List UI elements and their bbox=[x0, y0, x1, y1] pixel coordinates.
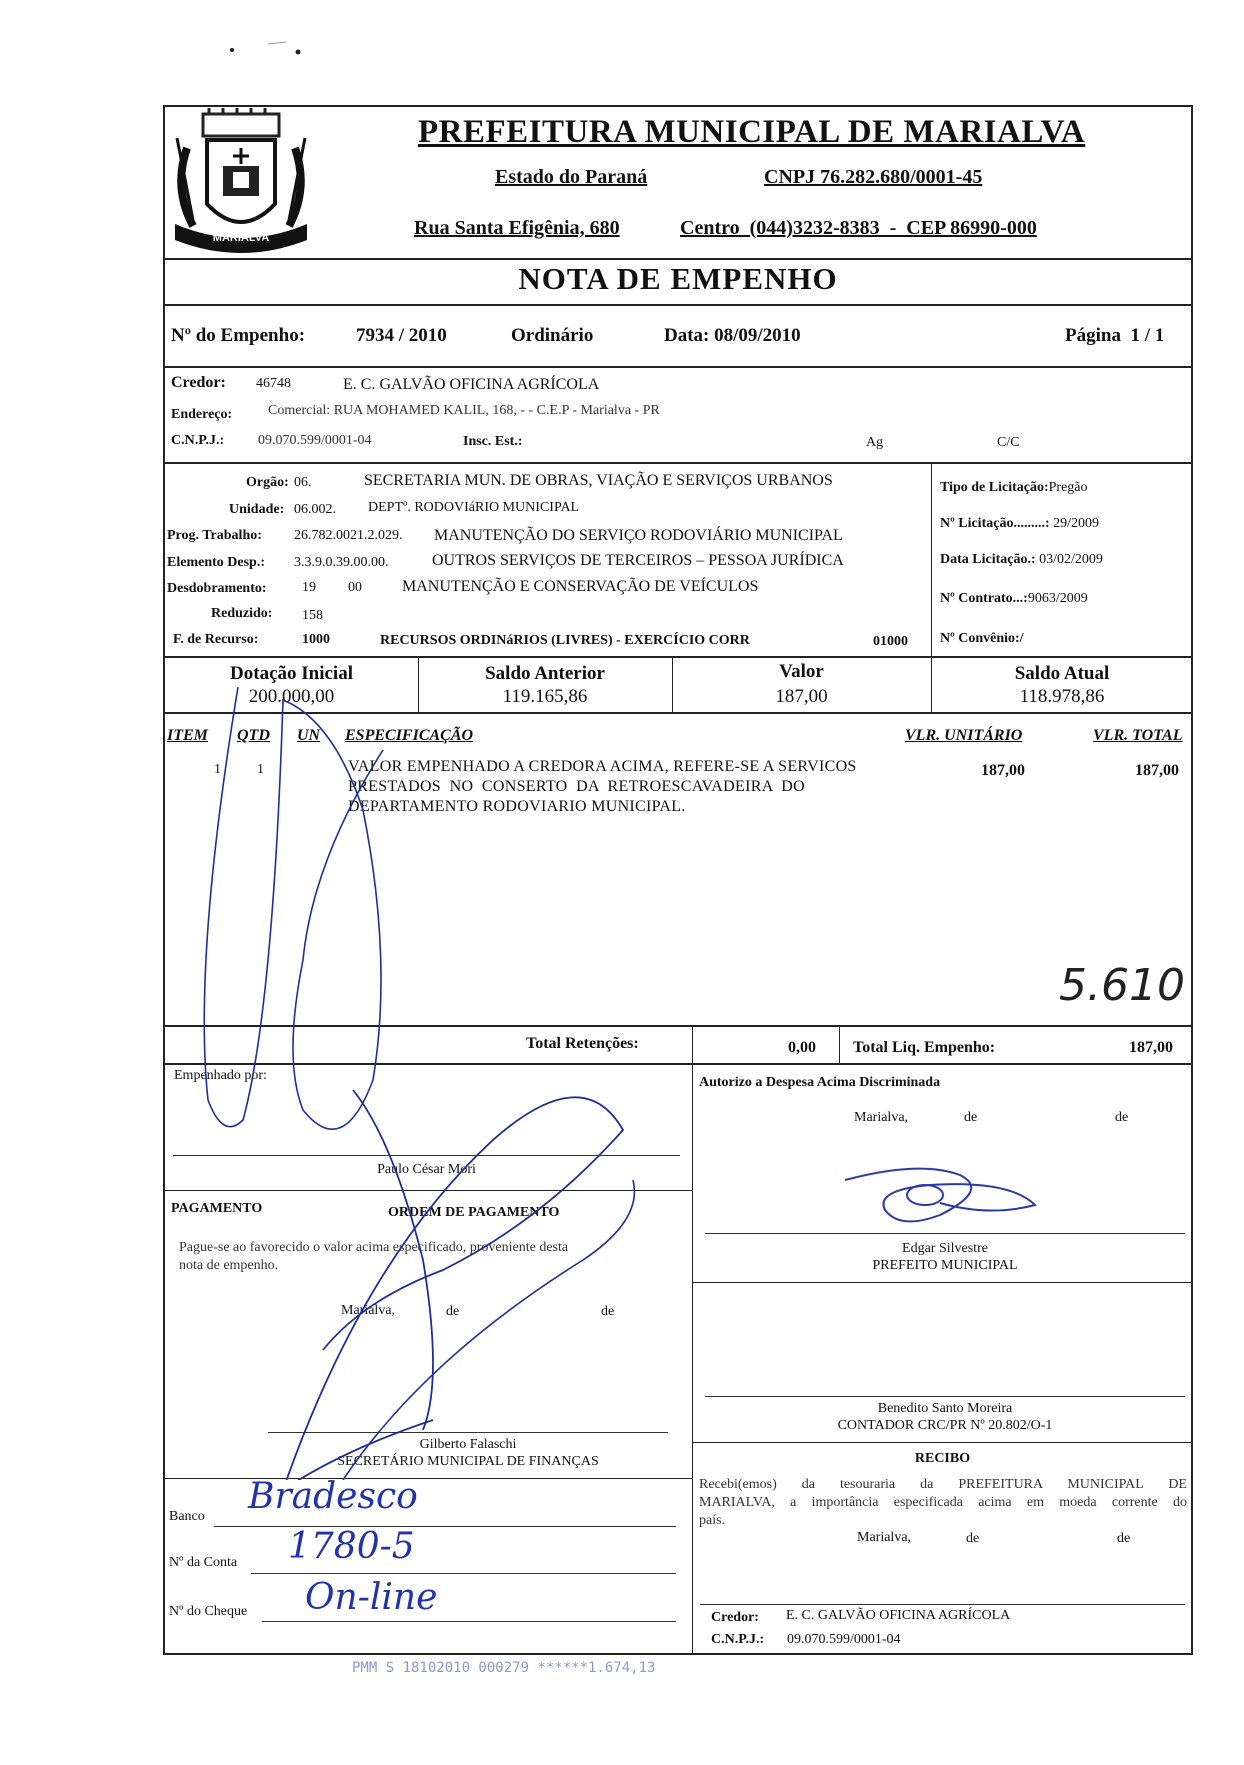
licitacao-numero-label: Nº Licitação.........: 29/2009 bbox=[940, 516, 1099, 531]
desdobramento-code: 19 bbox=[302, 580, 316, 595]
banco-value: Bradesco bbox=[248, 1476, 418, 1517]
ordem-pagamento-label: ORDEM DE PAGAMENTO bbox=[388, 1205, 560, 1220]
recibo-title: RECIBO bbox=[914, 1451, 971, 1466]
divider bbox=[163, 304, 1193, 306]
pagamento-de-1: de bbox=[446, 1304, 460, 1319]
recibo-city: Marialva, bbox=[857, 1530, 912, 1545]
total-retencoes-label: Total Retenções: bbox=[526, 1035, 639, 1052]
banco-line bbox=[214, 1526, 676, 1527]
licitacao-numero-value: 29/2009 bbox=[1049, 516, 1099, 531]
desdobramento-code-2: 00 bbox=[348, 580, 362, 595]
qtd-column-header: QTD bbox=[237, 727, 270, 744]
account-label: C/C bbox=[997, 435, 1020, 450]
address-text: Rua Santa Efigênia, 680 bbox=[414, 217, 620, 239]
unidade-label: Unidade: bbox=[229, 502, 285, 517]
prefeito-name: Edgar Silvestre bbox=[902, 1241, 988, 1256]
empenho-date: Data: 08/09/2010 bbox=[664, 325, 801, 346]
divider bbox=[692, 1063, 693, 1655]
reduzido-label: Reduzido: bbox=[211, 606, 273, 621]
total-liquido-label: Total Liq. Empenho: bbox=[853, 1039, 996, 1056]
divider bbox=[692, 1282, 1193, 1283]
orgao-name: SECRETARIA MUN. DE OBRAS, VIAÇÃO E SERVIÇOS URBANOS bbox=[364, 472, 833, 489]
signature-line bbox=[705, 1233, 1185, 1234]
recibo-text-line-2: MARIALVA, a importância especificada acima em moeda corrente do bbox=[699, 1495, 1187, 1510]
autorizo-de-1: de bbox=[964, 1110, 978, 1125]
item-column-header: ITEM bbox=[167, 727, 208, 744]
page-number: Página 1 / 1 bbox=[1065, 325, 1165, 346]
recibo-credor-label: Credor: bbox=[711, 1610, 759, 1625]
empenho-number-label: Nº do Empenho: bbox=[171, 325, 306, 346]
prefeito-signature bbox=[840, 1155, 1040, 1235]
orgao-code: 06. bbox=[294, 475, 312, 490]
credor-cnpj: 09.070.599/0001-04 bbox=[258, 433, 372, 448]
item-number: 1 bbox=[214, 762, 221, 777]
document-title: NOTA DE EMPENHO bbox=[518, 261, 838, 296]
saldo-atual-value: 118.978,86 bbox=[1019, 686, 1105, 707]
recibo-text-line-3: país. bbox=[699, 1513, 726, 1528]
recurso-name: RECURSOS ORDINáRIOS (LIVRES) - EXERCÍCIO CORR bbox=[380, 633, 750, 648]
item-description-line-3: DEPARTAMENTO RODOVIARIO MUNICIPAL. bbox=[348, 798, 686, 815]
pagamento-city: Marialva, bbox=[341, 1303, 396, 1318]
credor-address: Comercial: RUA MOHAMED KALIL, 168, - - C.E.P - Marialva - PR bbox=[268, 403, 660, 418]
empenho-type: Ordinário bbox=[511, 325, 594, 346]
signature-line bbox=[700, 1604, 1185, 1605]
dotacao-inicial-value: 200.000,00 bbox=[248, 686, 335, 707]
credor-code: 46748 bbox=[256, 376, 291, 391]
agency-label: Ag bbox=[866, 435, 884, 450]
cheque-value: On-line bbox=[305, 1577, 438, 1618]
dotacao-inicial-label: Dotação Inicial bbox=[230, 663, 353, 684]
vlr-total-column-header: VLR. TOTAL bbox=[1093, 727, 1183, 744]
contador-name: Benedito Santo Moreira bbox=[877, 1401, 1013, 1416]
recurso-label: F. de Recurso: bbox=[173, 632, 259, 647]
recurso-code: 1000 bbox=[302, 632, 330, 647]
valor-label: Valor bbox=[779, 661, 824, 682]
coat-of-arms-logo bbox=[167, 108, 315, 260]
licitacao-data-label: Data Licitação.: 03/02/2009 bbox=[940, 552, 1103, 567]
prefeitura-title: PREFEITURA MUNICIPAL DE MARIALVA bbox=[418, 114, 1086, 150]
saldo-anterior-label: Saldo Anterior bbox=[485, 663, 605, 684]
empenhado-por-label: Empenhado por: bbox=[174, 1068, 267, 1083]
pagamento-text-line-2: nota de empenho. bbox=[179, 1258, 279, 1273]
divider bbox=[163, 656, 1193, 658]
divider bbox=[163, 712, 1193, 714]
desdobramento-label: Desdobramento: bbox=[167, 581, 267, 596]
estado-text: Estado do Paraná bbox=[495, 166, 648, 188]
prog-trabalho-code: 26.782.0021.2.029. bbox=[294, 528, 403, 543]
recibo-cnpj-label: C.N.P.J.: bbox=[711, 1632, 765, 1647]
autorizo-label: Autorizo a Despesa Acima Discriminada bbox=[699, 1075, 941, 1090]
conta-line bbox=[251, 1573, 676, 1574]
item-description-line-1: VALOR EMPENHADO A CREDORA ACIMA, REFERE-SE A SERVICOS bbox=[348, 758, 857, 775]
contrato-value: 9063/2009 bbox=[1027, 591, 1088, 606]
divider bbox=[163, 366, 1193, 368]
contador-role: CONTADOR CRC/PR Nº 20.802/O-1 bbox=[837, 1418, 1053, 1433]
pagamento-text-line-1: Pague-se ao favorecido o valor acima especificado, proveniente desta bbox=[179, 1240, 569, 1255]
prog-trabalho-name: MANUTENÇÃO DO SERVIÇO RODOVIÁRIO MUNICIPAL bbox=[434, 527, 843, 544]
unidade-code: 06.002. bbox=[294, 502, 336, 517]
secretario-name: Gilberto Falaschi bbox=[419, 1437, 517, 1452]
credor-label: Credor: bbox=[171, 374, 226, 391]
endereco-label: Endereço: bbox=[171, 407, 233, 422]
divider bbox=[163, 1063, 1193, 1065]
credor-name: E. C. GALVÃO OFICINA AGRÍCOLA bbox=[343, 376, 600, 393]
convenio-label: Nº Convênio:/ bbox=[940, 631, 1024, 646]
divider bbox=[163, 1025, 1193, 1027]
insc-est-label: Insc. Est.: bbox=[463, 434, 523, 449]
signature-line bbox=[173, 1155, 680, 1156]
secretario-role: SECRETÁRIO MUNICIPAL DE FINANÇAS bbox=[337, 1454, 599, 1469]
item-total-value: 187,00 bbox=[1135, 762, 1179, 779]
desdobramento-name: MANUTENÇÃO E CONSERVAÇÃO DE VEÍCULOS bbox=[402, 578, 759, 595]
cnpj-text: CNPJ 76.282.680/0001-45 bbox=[764, 166, 983, 188]
divider bbox=[163, 462, 1193, 464]
divider bbox=[839, 1025, 840, 1063]
especificacao-column-header: ESPECIFICAÇÃO bbox=[345, 727, 474, 744]
recurso-code-2: 01000 bbox=[873, 634, 908, 649]
elemento-code: 3.3.9.0.39.00.00. bbox=[294, 555, 389, 570]
cheque-label: Nº do Cheque bbox=[169, 1604, 248, 1619]
divider bbox=[931, 462, 932, 656]
item-qtd: 1 bbox=[257, 762, 264, 777]
total-retencoes-value: 0,00 bbox=[788, 1039, 816, 1056]
autorizo-city: Marialva, bbox=[854, 1110, 909, 1125]
saldo-anterior-value: 119.165,86 bbox=[502, 686, 588, 707]
banco-label: Banco bbox=[169, 1509, 205, 1524]
total-liquido-value: 187,00 bbox=[1129, 1039, 1173, 1056]
handwritten-annotation: 5.610 bbox=[1059, 960, 1185, 1011]
recibo-cnpj-value: 09.070.599/0001-04 bbox=[787, 1632, 901, 1647]
vlr-unitario-column-header: VLR. UNITÁRIO bbox=[905, 727, 1023, 744]
scan-specks bbox=[228, 38, 308, 58]
contrato-label: Nº Contrato...:9063/2009 bbox=[940, 591, 1088, 606]
item-description-line-2: PRESTADOS NO CONSERTO DA RETROESCAVADEIRA DO bbox=[348, 778, 805, 795]
recibo-de-1: de bbox=[966, 1531, 980, 1546]
divider bbox=[692, 1442, 1193, 1443]
elemento-name: OUTROS SERVIÇOS DE TERCEIROS – PESSOA JURÍDICA bbox=[432, 552, 844, 569]
cnpj-label: C.N.P.J.: bbox=[171, 433, 225, 448]
recibo-credor-value: E. C. GALVÃO OFICINA AGRÍCOLA bbox=[786, 1608, 1011, 1623]
prog-trabalho-label: Prog. Trabalho: bbox=[167, 528, 262, 543]
signature-line bbox=[705, 1396, 1185, 1397]
payment-stamp: PMM S 18102010 000279 ******1.674,13 bbox=[352, 1660, 656, 1676]
unidade-name: DEPTº. RODOVIáRIO MUNICIPAL bbox=[368, 500, 580, 515]
empenhado-por-signer: Paulo César Mori bbox=[377, 1162, 476, 1177]
autorizo-de-2: de bbox=[1115, 1110, 1129, 1125]
signature-line bbox=[268, 1432, 668, 1433]
licitacao-tipo-value: Pregão bbox=[1048, 480, 1088, 495]
pagamento-label: PAGAMENTO bbox=[171, 1201, 263, 1216]
recibo-de-2: de bbox=[1117, 1531, 1131, 1546]
divider bbox=[163, 258, 1193, 260]
valor-value: 187,00 bbox=[775, 686, 828, 707]
empenho-number: 7934 / 2010 bbox=[356, 325, 447, 346]
prefeito-role: PREFEITO MUNICIPAL bbox=[872, 1258, 1018, 1273]
orgao-label: Orgão: bbox=[246, 475, 289, 490]
recibo-text-line-1: Recebi(emos) da tesouraria da PREFEITURA MUNICIPAL DE bbox=[699, 1477, 1187, 1492]
saldo-atual-label: Saldo Atual bbox=[1014, 663, 1110, 684]
divider bbox=[163, 1190, 692, 1191]
divider bbox=[163, 1478, 692, 1479]
cheque-line bbox=[262, 1621, 676, 1622]
coat-of-arms-text: MARIALVA bbox=[212, 232, 270, 244]
un-column-header: UN bbox=[297, 727, 321, 744]
licitacao-data-value: 03/02/2009 bbox=[1035, 552, 1103, 567]
divider bbox=[692, 1025, 693, 1063]
conta-value: 1780-5 bbox=[288, 1526, 415, 1567]
item-unit-value: 187,00 bbox=[981, 762, 1025, 779]
conta-label: Nº da Conta bbox=[169, 1555, 238, 1570]
pagamento-de-2: de bbox=[601, 1304, 615, 1319]
reduzido-value: 158 bbox=[302, 608, 323, 623]
licitacao-tipo-label: Tipo de Licitação:Pregão bbox=[940, 480, 1088, 495]
contact-text: Centro (044)3232-8383 - CEP 86990-000 bbox=[680, 217, 1037, 239]
elemento-label: Elemento Desp.: bbox=[167, 555, 265, 570]
